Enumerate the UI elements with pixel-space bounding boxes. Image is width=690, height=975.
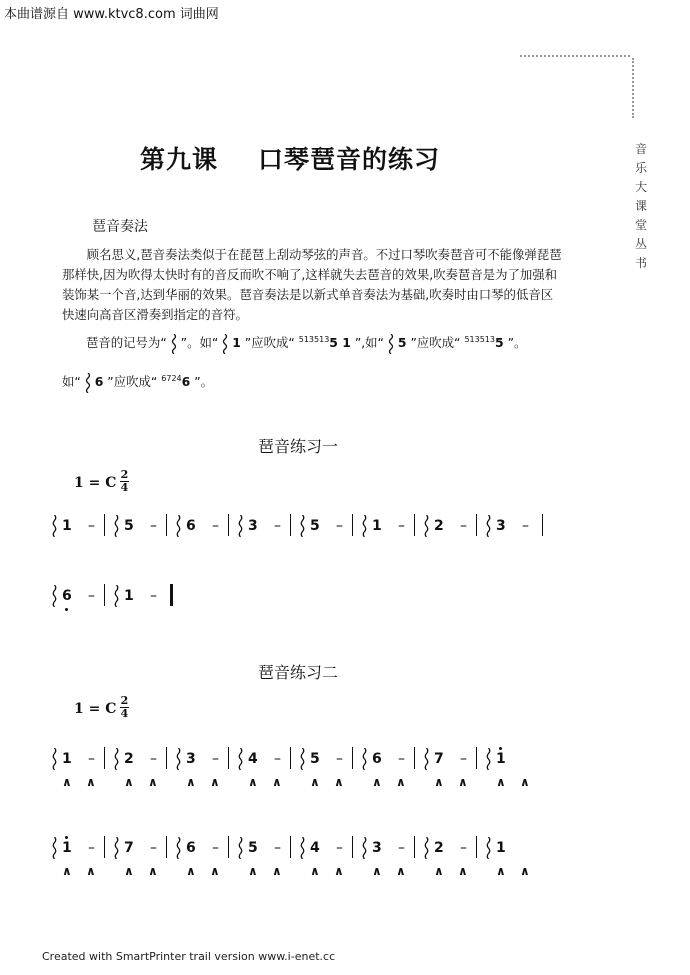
bar-line	[290, 747, 291, 769]
note: 5	[310, 518, 320, 534]
note: 6	[372, 751, 382, 767]
sustain-dash: –	[336, 840, 343, 856]
exercise-2-row-2-accents	[50, 864, 570, 882]
arpeggio-sign-icon	[238, 748, 243, 770]
text: ”应吹成“	[107, 374, 158, 389]
bar-line	[414, 514, 415, 536]
arpeggio-sign-icon	[238, 515, 243, 537]
sustain-dash: –	[274, 518, 281, 534]
octave-dot	[499, 747, 502, 750]
time-denominator: 4	[120, 481, 129, 494]
note: 3	[496, 518, 506, 534]
accent-mark: ∧	[458, 775, 468, 789]
note: 3	[186, 751, 196, 767]
accent-mark: ∧	[62, 864, 72, 878]
arpeggio-sign-icon	[176, 515, 181, 537]
accent-mark: ∧	[396, 864, 406, 878]
accent-mark: ∧	[310, 864, 320, 878]
note: 1	[232, 335, 241, 350]
arpeggio-sign-icon	[362, 515, 367, 537]
sustain-dash: –	[150, 751, 157, 767]
note: 1	[62, 840, 72, 856]
arpeggio-sign-icon	[52, 515, 57, 537]
note: 1	[124, 588, 134, 604]
accent-mark: ∧	[434, 864, 444, 878]
bar-line	[104, 514, 105, 536]
bar-line	[352, 747, 353, 769]
lesson-name: 口琴琶音的练习	[258, 145, 441, 174]
arpeggio-sign-icon	[85, 373, 91, 393]
footer-watermark: Created with SmartPrinter trail version www.i-enet.cc	[42, 950, 336, 963]
text: ”应吹成“	[244, 335, 295, 350]
sustain-dash: –	[88, 840, 95, 856]
sustain-dash: –	[460, 751, 467, 767]
exercise-1-row-2	[50, 582, 570, 612]
sustain-dash: –	[522, 518, 529, 534]
note: 5 1	[329, 335, 351, 350]
sustain-dash: –	[274, 840, 281, 856]
accent-mark: ∧	[310, 775, 320, 789]
note: 2	[434, 840, 444, 856]
sustain-dash: –	[212, 751, 219, 767]
accent-mark: ∧	[496, 864, 506, 878]
bar-line	[414, 747, 415, 769]
bar-line	[414, 836, 415, 858]
note: 5	[248, 840, 258, 856]
arpeggio-sign-icon	[362, 748, 367, 770]
arpeggio-sign-icon	[300, 515, 305, 537]
note: 6	[62, 588, 72, 604]
note: 7	[434, 751, 444, 767]
accent-mark: ∧	[186, 864, 196, 878]
accent-mark: ∧	[458, 864, 468, 878]
notation-line-2	[62, 372, 213, 393]
arpeggio-sign-icon	[486, 748, 491, 770]
exercise-2-time-signature	[120, 695, 129, 720]
arpeggio-sign-icon	[486, 837, 491, 859]
accent-mark: ∧	[124, 775, 134, 789]
sustain-dash: –	[88, 751, 95, 767]
sustain-dash: –	[150, 518, 157, 534]
arpeggio-sign-icon	[176, 837, 181, 859]
exercise-2-row-2	[50, 834, 570, 864]
exercise-2-key: 1 = C	[74, 701, 117, 717]
lesson-title	[140, 140, 440, 176]
exercise-2-row-1-accents	[50, 775, 570, 793]
accent-mark: ∧	[334, 864, 344, 878]
bar-line	[352, 514, 353, 536]
arpeggio-sign-icon	[114, 748, 119, 770]
intro-paragraph: 顾名思义,琶音奏法类似于在琵琶上刮动琴弦的声音。不过口琴吹奏琶音可不能像弹琵琶那样快,因为吹得太快时有的音反而吹不响了,这样就失去琶音的效果,吹奏琶音是为了加强和装饰某一个音,达到华丽的效果。琶音奏法是以新式单音奏法为基础,吹奏时由口琴的低音区快速向高音区滑奏到指定的音符。	[62, 247, 562, 322]
arpeggio-sign-icon	[238, 837, 243, 859]
accent-mark: ∧	[496, 775, 506, 789]
bar-line	[166, 514, 167, 536]
text: 琶音的记号为“	[86, 335, 167, 350]
time-denominator: 4	[120, 707, 129, 720]
accent-mark: ∧	[334, 775, 344, 789]
dotted-rule-vertical	[632, 58, 634, 118]
note: 5	[397, 335, 407, 350]
note: 3	[372, 840, 382, 856]
note: 5	[310, 751, 320, 767]
note: 7	[124, 840, 134, 856]
octave-dot	[65, 608, 68, 611]
time-numerator: 2	[120, 694, 129, 707]
note: 1	[372, 518, 382, 534]
dotted-rule	[520, 55, 630, 57]
accent-mark: ∧	[396, 775, 406, 789]
bar-line	[290, 836, 291, 858]
arpeggio-sign-icon	[424, 515, 429, 537]
arpeggio-sign-icon	[424, 748, 429, 770]
exercise-1-key: 1 = C	[74, 475, 117, 491]
bar-line	[228, 514, 229, 536]
text: 如“	[62, 374, 81, 389]
note: 1	[62, 518, 72, 534]
time-numerator: 2	[120, 468, 129, 481]
arpeggio-sign-icon	[114, 837, 119, 859]
note: 4	[248, 751, 258, 767]
sustain-dash: –	[460, 840, 467, 856]
arpeggio-sign-icon	[114, 585, 119, 607]
note: 2	[124, 751, 134, 767]
text: ”,如“	[354, 335, 384, 350]
note: 1	[496, 751, 506, 767]
accent-mark: ∧	[148, 864, 158, 878]
bar-line	[476, 747, 477, 769]
note: 1	[62, 751, 72, 767]
note: 1	[496, 840, 506, 856]
text: ”。如“	[180, 335, 219, 350]
final-bar-line	[170, 584, 173, 606]
bar-line	[104, 836, 105, 858]
accent-mark: ∧	[248, 864, 258, 878]
arpeggio-sign-icon	[52, 585, 57, 607]
arpeggio-sign-icon	[114, 515, 119, 537]
arpeggio-sign-icon	[486, 515, 491, 537]
note: 6	[94, 374, 104, 389]
accent-mark: ∧	[124, 864, 134, 878]
site-header: 本曲谱源自 www.ktvc8.com 词曲网	[4, 7, 219, 22]
note: 5	[494, 335, 504, 350]
arpeggio-sign-icon	[300, 748, 305, 770]
exercise-1-title: 琶音练习一	[258, 437, 339, 456]
accent-mark: ∧	[148, 775, 158, 789]
accent-mark: ∧	[520, 775, 530, 789]
arpeggio-sign-icon	[222, 334, 228, 354]
sustain-dash: –	[88, 518, 95, 534]
accent-mark: ∧	[210, 775, 220, 789]
accent-mark: ∧	[186, 775, 196, 789]
text: ”。	[507, 335, 527, 350]
grace-notes: 6724	[161, 373, 182, 383]
exercise-2-title: 琶音练习二	[258, 663, 339, 682]
sustain-dash: –	[212, 840, 219, 856]
exercise-1-time-signature	[120, 469, 129, 494]
bar-line	[228, 747, 229, 769]
octave-dot	[65, 836, 68, 839]
note: 5	[124, 518, 134, 534]
note: 6	[186, 840, 196, 856]
note: 3	[248, 518, 258, 534]
accent-mark: ∧	[248, 775, 258, 789]
note: 6	[181, 374, 191, 389]
arpeggio-sign-icon	[52, 748, 57, 770]
accent-mark: ∧	[434, 775, 444, 789]
grace-notes: 513513	[464, 334, 495, 344]
accent-mark: ∧	[86, 775, 96, 789]
bar-line	[542, 514, 543, 536]
arpeggio-sign-icon	[388, 334, 394, 354]
accent-mark: ∧	[62, 775, 72, 789]
sustain-dash: –	[212, 518, 219, 534]
lesson-number: 第九课	[140, 145, 219, 174]
sustain-dash: –	[398, 751, 405, 767]
bar-line	[228, 836, 229, 858]
bar-line	[290, 514, 291, 536]
accent-mark: ∧	[86, 864, 96, 878]
exercise-1-row-1	[50, 512, 570, 542]
accent-mark: ∧	[372, 775, 382, 789]
note: 2	[434, 518, 444, 534]
note: 4	[310, 840, 320, 856]
bar-line	[476, 514, 477, 536]
bar-line	[352, 836, 353, 858]
series-side-label: 音乐大课堂丛书	[634, 142, 647, 270]
sustain-dash: –	[336, 751, 343, 767]
note: 6	[186, 518, 196, 534]
text: ”应吹成“	[410, 335, 461, 350]
arpeggio-sign-icon	[362, 837, 367, 859]
sustain-dash: –	[150, 840, 157, 856]
exercise-2-row-1	[50, 745, 570, 775]
arpeggio-sign-icon	[171, 334, 177, 354]
sustain-dash: –	[274, 751, 281, 767]
bar-line	[104, 747, 105, 769]
accent-mark: ∧	[272, 775, 282, 789]
grace-notes: 513513	[298, 334, 330, 344]
accent-mark: ∧	[372, 864, 382, 878]
bar-line	[476, 836, 477, 858]
sustain-dash: –	[150, 588, 157, 604]
sustain-dash: –	[398, 840, 405, 856]
bar-line	[166, 747, 167, 769]
sustain-dash: –	[460, 518, 467, 534]
sustain-dash: –	[398, 518, 405, 534]
bar-line	[166, 836, 167, 858]
arpeggio-sign-icon	[176, 748, 181, 770]
arpeggio-sign-icon	[300, 837, 305, 859]
accent-mark: ∧	[520, 864, 530, 878]
sustain-dash: –	[336, 518, 343, 534]
accent-mark: ∧	[210, 864, 220, 878]
notation-line-1	[86, 333, 526, 354]
accent-mark: ∧	[272, 864, 282, 878]
text: ”。	[194, 374, 214, 389]
bar-line	[104, 584, 105, 606]
sustain-dash: –	[88, 588, 95, 604]
arpeggio-sign-icon	[424, 837, 429, 859]
section-subtitle: 琶音奏法	[92, 219, 148, 235]
arpeggio-sign-icon	[52, 837, 57, 859]
